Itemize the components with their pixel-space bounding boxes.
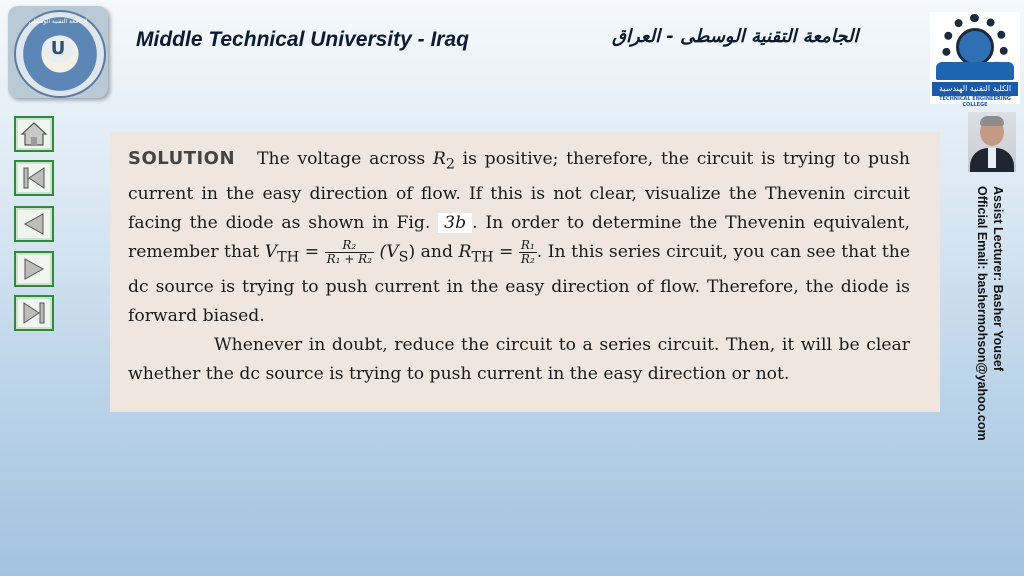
next-slide-button[interactable]	[14, 251, 54, 287]
lecturer-name: Assist Lecturer: Basher Yousef	[991, 186, 1005, 372]
subscript: TH	[471, 249, 494, 266]
last-slide-button[interactable]	[14, 295, 54, 331]
symbol-rth: R	[458, 242, 472, 263]
atom-icon	[956, 28, 994, 66]
fraction-denominator: R₂	[520, 252, 535, 267]
solution-text-box	[110, 132, 940, 412]
fraction-r2-over-sum	[325, 239, 374, 266]
previous-slide-button[interactable]	[14, 206, 54, 242]
book-icon	[936, 62, 1014, 80]
equals-sign: =	[299, 242, 325, 263]
logo-mark: U	[42, 36, 74, 62]
symbol-vth: V	[264, 242, 278, 263]
text-run: is positive; therefore, the circuit is trying to push current in the easy direction of flow. If this is not clear, visualize the Thevenin circuit facing the diode as shown in Fig.	[128, 149, 911, 233]
next-icon	[19, 255, 49, 283]
figure-reference: 3b	[438, 213, 472, 233]
solution-paragraph-2: Whenever in doubt, reduce the circuit to a series circuit. Then, it will be clear whether the dc source is trying to push current in the easy direction or not.	[128, 335, 910, 385]
university-logo	[8, 6, 108, 98]
fraction-denominator: R₁ + R₂	[326, 252, 372, 267]
college-logo-text: الكلية التقنية الهندسية	[932, 82, 1018, 96]
page-title-english: Middle Technical University - Iraq	[136, 28, 469, 51]
solution-paragraph-1	[128, 144, 910, 331]
lecturer-info	[974, 186, 1006, 441]
solution-label: SOLUTION	[128, 148, 236, 169]
equals-sign: =	[493, 242, 519, 263]
page-title-arabic: الجامعة التقنية الوسطى - العراق	[612, 26, 859, 47]
lecturer-email: Official Email: bashermohson@yahoo.com	[975, 186, 989, 441]
text-run: . In order to determine the Thevenin equivalent, remember that	[128, 212, 910, 263]
symbol-vs: (V	[379, 242, 399, 263]
first-slide-button[interactable]	[14, 160, 54, 196]
text-run: and	[415, 242, 459, 263]
symbol-r2: R	[432, 149, 446, 169]
subscript: 2	[445, 156, 455, 173]
college-logo	[930, 12, 1020, 108]
subscript: S	[398, 249, 409, 266]
lecturer-photo	[968, 112, 1016, 172]
text-run: . In this series circuit, you can see that the dc source is trying to push current in the easy direction of flow. Therefore, the diode is forward biased.	[128, 242, 911, 326]
fraction-r1-over-r2	[519, 239, 537, 266]
first-icon	[19, 164, 49, 192]
college-logo-subtext: TECHNICAL ENGINEERING COLLEGE	[939, 96, 1011, 108]
home-button[interactable]	[14, 116, 54, 152]
subscript: TH	[277, 249, 300, 266]
logo-text: الجامعة التقنية الوسطى	[28, 18, 88, 25]
text-run: The voltage across	[257, 149, 426, 169]
fraction-numerator: R₁	[520, 238, 535, 253]
home-icon	[19, 120, 49, 148]
previous-icon	[19, 210, 49, 238]
last-icon	[19, 299, 49, 327]
text-run: )	[408, 242, 416, 263]
fraction-numerator: R₂	[325, 239, 374, 253]
